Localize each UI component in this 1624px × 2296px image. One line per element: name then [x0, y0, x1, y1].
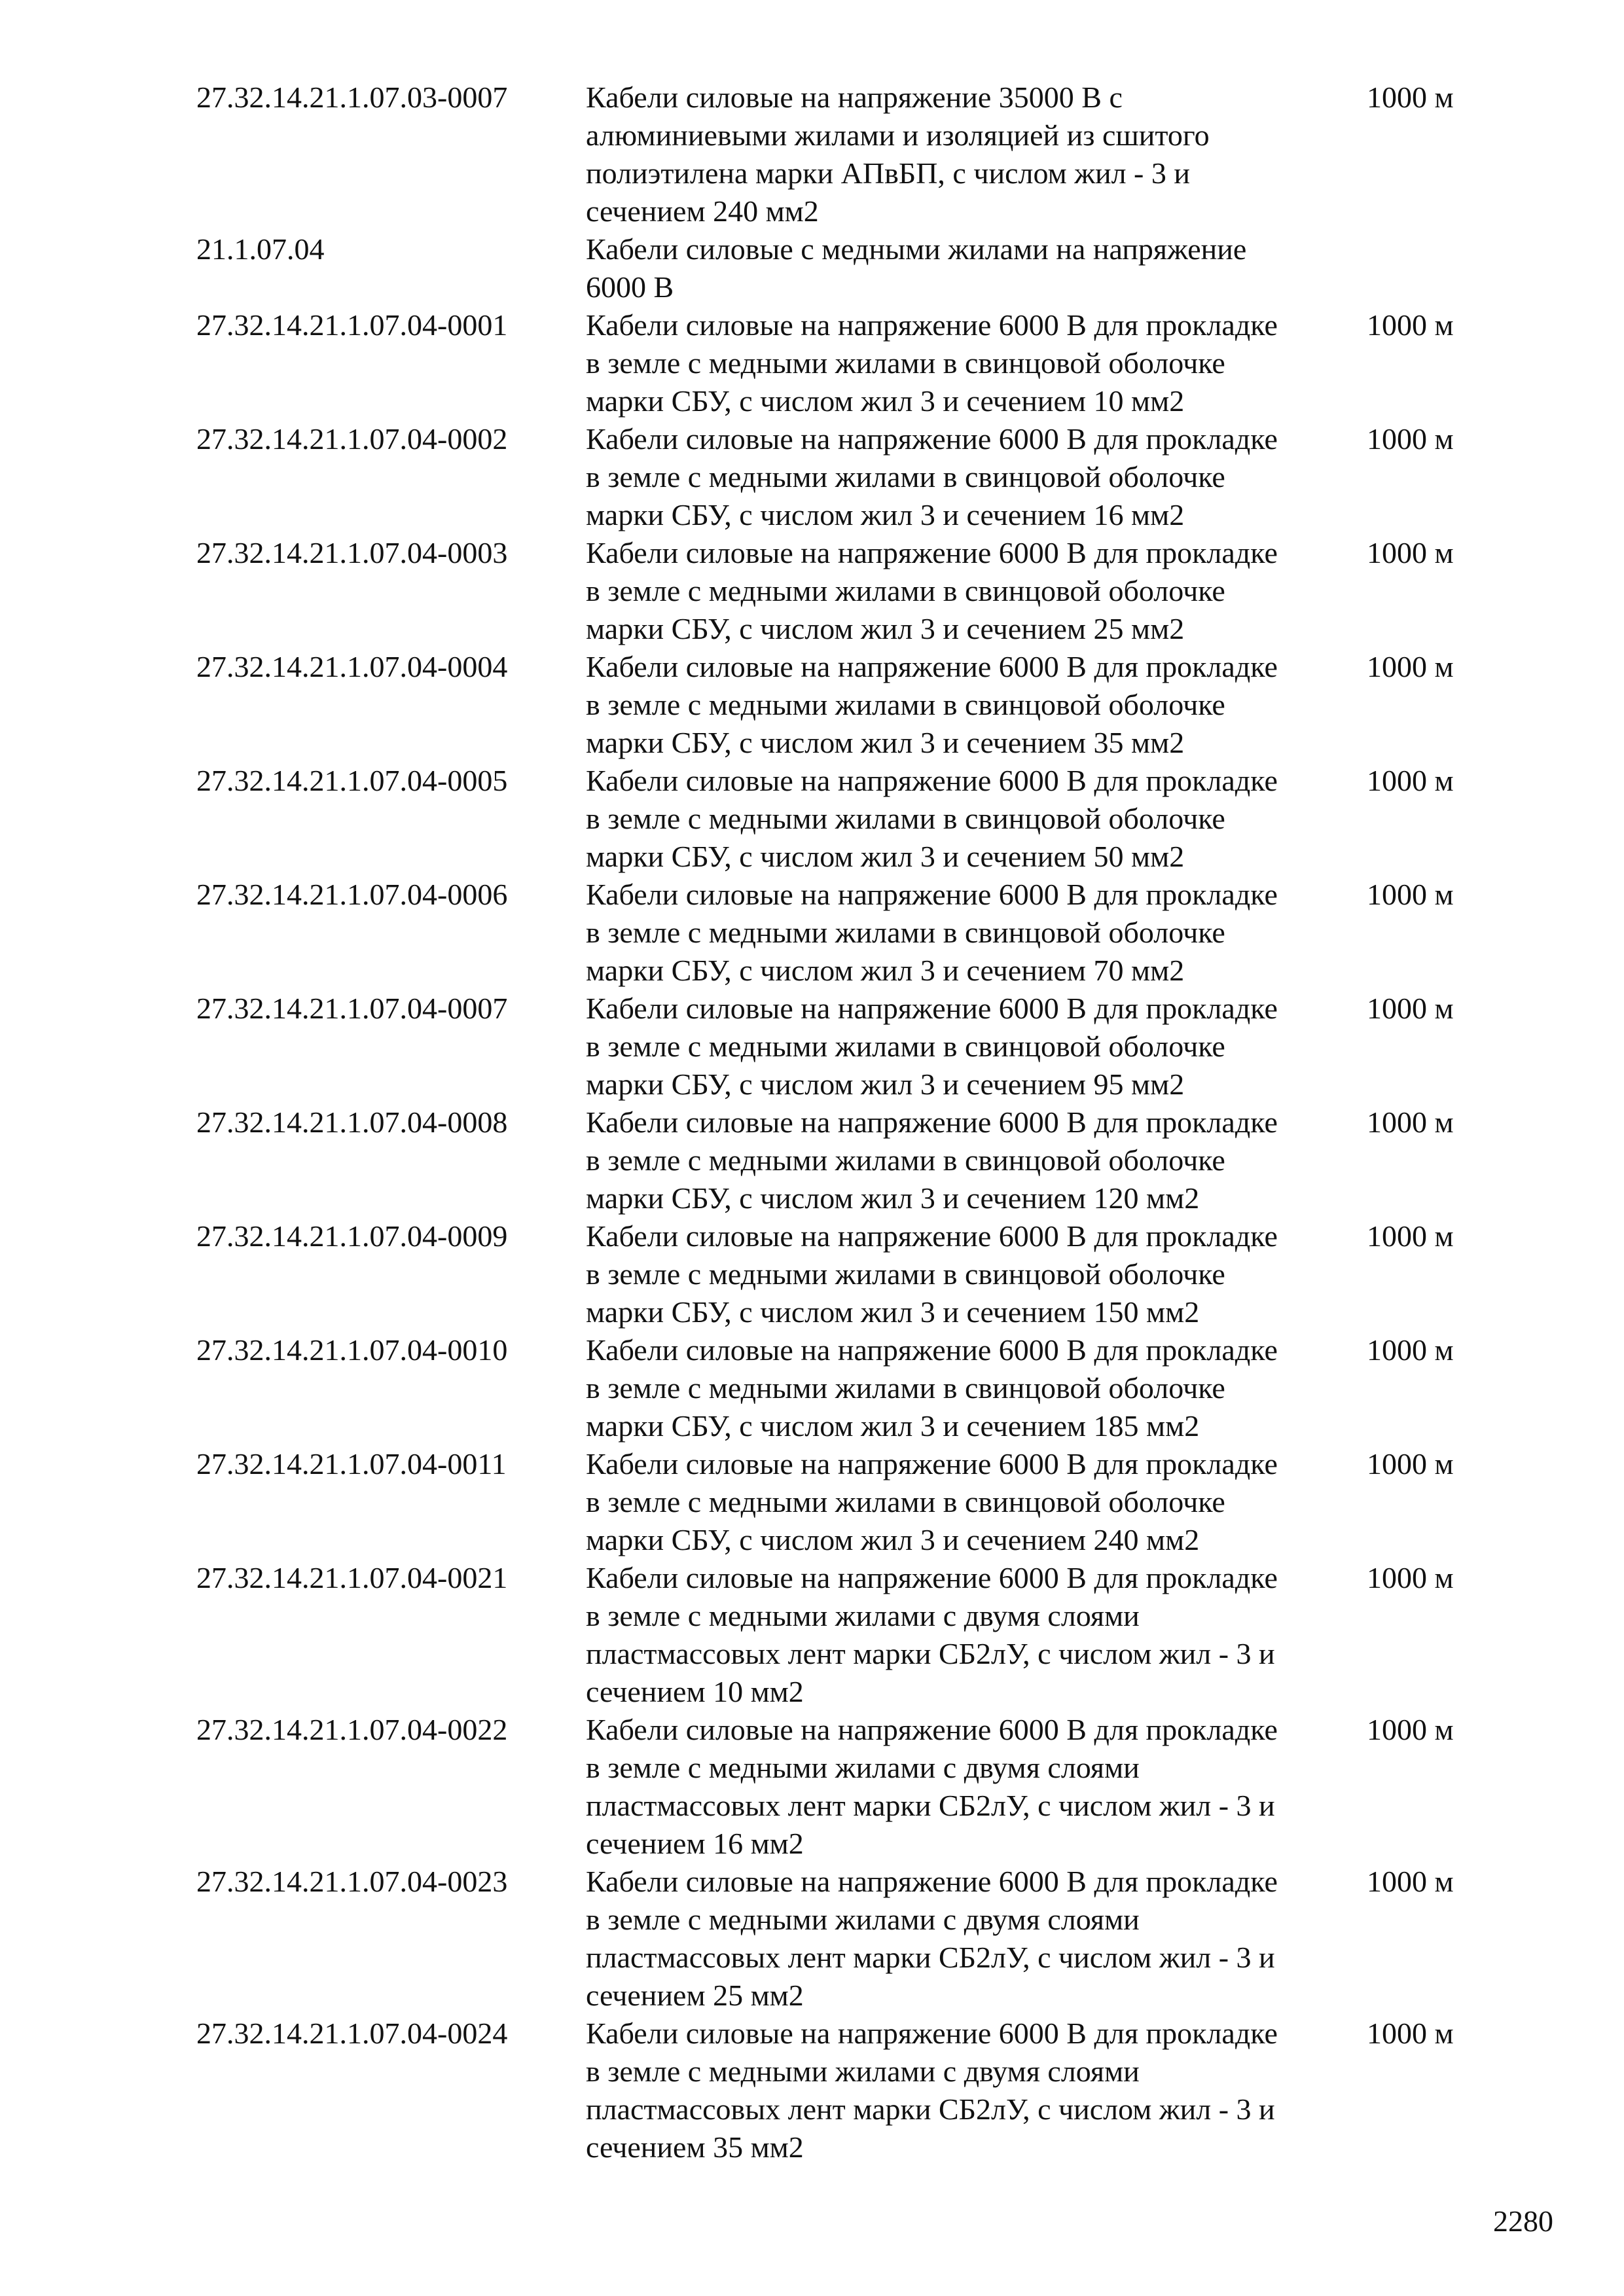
resource-name — [586, 230, 1555, 306]
resource-name-line: марки СБУ, с числом жил 3 и сечением 16 мм2 — [586, 498, 1185, 531]
table-row — [196, 648, 1492, 762]
unit-of-measure: 1000 м — [1367, 1447, 1454, 1480]
resource-name-line: Кабели силовые на напряжение 6000 В для прокладке — [586, 308, 1278, 342]
resource-code: 27.32.14.21.1.07.04-0007 — [196, 992, 508, 1025]
resource-name-line: пластмассовых лент марки СБ2лУ, с числом жил - 3 и — [586, 1941, 1275, 1974]
resource-code: 27.32.14.21.1.07.04-0011 — [196, 1447, 507, 1480]
resource-name-line: Кабели силовые на напряжение 6000 В для прокладке — [586, 1447, 1278, 1480]
unit-of-measure: 1000 м — [1367, 1561, 1454, 1594]
table-row — [196, 1331, 1492, 1445]
resource-name-line: марки СБУ, с числом жил 3 и сечением 25 мм2 — [586, 612, 1185, 645]
resource-name-line: Кабели силовые на напряжение 6000 В для прокладке — [586, 650, 1278, 683]
resource-name-line: 6000 В — [586, 270, 674, 304]
resource-name-line: в земле с медными жилами в свинцовой оболочке — [586, 1143, 1225, 1177]
resource-code: 27.32.14.21.1.07.04-0003 — [196, 536, 508, 569]
resource-name-line: Кабели силовые на напряжение 6000 В для прокладке — [586, 1713, 1278, 1746]
resource-name-line: в земле с медными жилами в свинцовой оболочке — [586, 346, 1225, 380]
resource-name-line: в земле с медными жилами с двумя слоями — [586, 1751, 1140, 1784]
unit-of-measure: 1000 м — [1367, 1865, 1454, 1898]
table-row — [196, 534, 1492, 648]
table-row — [196, 1103, 1492, 1217]
resource-name-line: в земле с медными жилами в свинцовой оболочке — [586, 1371, 1225, 1405]
resource-code: 27.32.14.21.1.07.04-0022 — [196, 1713, 508, 1746]
resource-name-line: сечением 35 мм2 — [586, 2130, 804, 2164]
resource-name-line: сечением 25 мм2 — [586, 1979, 804, 2012]
resource-code: 27.32.14.21.1.07.04-0021 — [196, 1561, 508, 1594]
resource-name-line: марки СБУ, с числом жил 3 и сечением 240 мм2 — [586, 1523, 1200, 1556]
resource-name-line: полиэтилена марки АПвБП, с числом жил - 3 и — [586, 156, 1190, 190]
resource-name-line: сечением 16 мм2 — [586, 1827, 804, 1860]
resource-code: 21.1.07.04 — [196, 232, 325, 266]
resource-name-line: пластмассовых лент марки СБ2лУ, с числом жил - 3 и — [586, 1637, 1275, 1670]
resource-name-line: пластмассовых лент марки СБ2лУ, с числом жил - 3 и — [586, 2092, 1275, 2126]
resource-name-line: алюминиевыми жилами и изоляцией из сшитого — [586, 118, 1210, 152]
resource-code: 27.32.14.21.1.07.04-0004 — [196, 650, 508, 683]
unit-of-measure: 1000 м — [1367, 1713, 1454, 1746]
unit-of-measure: 1000 м — [1367, 878, 1454, 911]
resource-name-line: в земле с медными жилами в свинцовой оболочке — [586, 688, 1225, 721]
resource-code: 27.32.14.21.1.07.04-0023 — [196, 1865, 508, 1898]
resource-code: 27.32.14.21.1.07.04-0002 — [196, 422, 508, 456]
resource-code: 27.32.14.21.1.07.04-0006 — [196, 878, 508, 911]
unit-of-measure: 1000 м — [1367, 1219, 1454, 1253]
resource-name-line: Кабели силовые на напряжение 6000 В для прокладке — [586, 764, 1278, 797]
resource-name-line: в земле с медными жилами с двумя слоями — [586, 1599, 1140, 1632]
resource-name-line: сечением 10 мм2 — [586, 1675, 804, 1708]
resource-name-line: Кабели силовые на напряжение 6000 В для прокладке — [586, 536, 1278, 569]
table-row — [196, 1863, 1492, 2015]
resource-name-line: Кабели силовые на напряжение 6000 В для прокладке — [586, 422, 1278, 456]
table-row — [196, 230, 1492, 306]
resource-name-line: марки СБУ, с числом жил 3 и сечением 50 мм2 — [586, 840, 1185, 873]
resource-list — [196, 79, 1492, 2166]
table-row — [196, 1217, 1492, 1331]
resource-name-line: в земле с медными жилами в свинцовой оболочке — [586, 460, 1225, 493]
resource-name-line: Кабели силовые на напряжение 6000 В для прокладке — [586, 878, 1278, 911]
resource-code: 27.32.14.21.1.07.04-0001 — [196, 308, 508, 342]
resource-name-line: пластмассовых лент марки СБ2лУ, с числом жил - 3 и — [586, 1789, 1275, 1822]
table-row — [196, 79, 1492, 230]
resource-name-line: марки СБУ, с числом жил 3 и сечением 95 мм2 — [586, 1067, 1185, 1101]
resource-name-line: Кабели силовые на напряжение 6000 В для прокладке — [586, 1865, 1278, 1898]
resource-code: 27.32.14.21.1.07.04-0005 — [196, 764, 508, 797]
table-row — [196, 762, 1492, 876]
resource-name-line: марки СБУ, с числом жил 3 и сечением 10 мм2 — [586, 384, 1185, 418]
resource-name-line: Кабели силовые на напряжение 6000 В для прокладке — [586, 2017, 1278, 2050]
unit-of-measure: 1000 м — [1367, 81, 1454, 114]
table-row — [196, 420, 1492, 534]
resource-name-line: в земле с медными жилами в свинцовой оболочке — [586, 916, 1225, 949]
table-row — [196, 990, 1492, 1103]
resource-code: 27.32.14.21.1.07.03-0007 — [196, 81, 508, 114]
resource-name-line: в земле с медными жилами в свинцовой оболочке — [586, 1257, 1225, 1291]
resource-name-line: в земле с медными жилами с двумя слоями — [586, 2054, 1140, 2088]
resource-name-line: марки СБУ, с числом жил 3 и сечением 70 мм2 — [586, 954, 1185, 987]
resource-name-line: в земле с медными жилами в свинцовой оболочке — [586, 1485, 1225, 1518]
resource-code: 27.32.14.21.1.07.04-0009 — [196, 1219, 508, 1253]
resource-name-line: Кабели силовые на напряжение 6000 В для прокладке — [586, 1105, 1278, 1139]
resource-name-line: Кабели силовые с медными жилами на напряжение — [586, 232, 1247, 266]
unit-of-measure: 1000 м — [1367, 1105, 1454, 1139]
table-row — [196, 1711, 1492, 1863]
unit-of-measure: 1000 м — [1367, 650, 1454, 683]
unit-of-measure: 1000 м — [1367, 536, 1454, 569]
unit-of-measure: 1000 м — [1367, 422, 1454, 456]
unit-of-measure: 1000 м — [1367, 2017, 1454, 2050]
resource-name-line: в земле с медными жилами в свинцовой оболочке — [586, 802, 1225, 835]
resource-name-line: Кабели силовые на напряжение 6000 В для прокладке — [586, 1219, 1278, 1253]
resource-name-line: марки СБУ, с числом жил 3 и сечением 120 мм2 — [586, 1181, 1200, 1215]
table-row — [196, 1445, 1492, 1559]
unit-of-measure: 1000 м — [1367, 1333, 1454, 1367]
resource-name-line: сечением 240 мм2 — [586, 194, 819, 228]
resource-name-line: Кабели силовые на напряжение 6000 В для прокладке — [586, 992, 1278, 1025]
resource-name-line: Кабели силовые на напряжение 35000 В с — [586, 81, 1123, 114]
resource-code: 27.32.14.21.1.07.04-0024 — [196, 2017, 508, 2050]
page-number: 2280 — [1493, 2204, 1553, 2238]
resource-name-line: Кабели силовые на напряжение 6000 В для прокладке — [586, 1561, 1278, 1594]
unit-of-measure: 1000 м — [1367, 764, 1454, 797]
unit-of-measure: 1000 м — [1367, 308, 1454, 342]
table-row — [196, 2015, 1492, 2166]
table-row — [196, 876, 1492, 990]
resource-name-line: Кабели силовые на напряжение 6000 В для прокладке — [586, 1333, 1278, 1367]
table-row — [196, 1559, 1492, 1711]
resource-name-line: в земле с медными жилами в свинцовой оболочке — [586, 1030, 1225, 1063]
resource-code: 27.32.14.21.1.07.04-0008 — [196, 1105, 508, 1139]
resource-name-line: марки СБУ, с числом жил 3 и сечением 150 мм2 — [586, 1295, 1200, 1329]
resource-name-line: марки СБУ, с числом жил 3 и сечением 35 мм2 — [586, 726, 1185, 759]
resource-code: 27.32.14.21.1.07.04-0010 — [196, 1333, 508, 1367]
unit-of-measure: 1000 м — [1367, 992, 1454, 1025]
table-row — [196, 306, 1492, 420]
resource-name-line: в земле с медными жилами в свинцовой оболочке — [586, 574, 1225, 607]
resource-name-line: марки СБУ, с числом жил 3 и сечением 185 мм2 — [586, 1409, 1200, 1443]
resource-name-line: в земле с медными жилами с двумя слоями — [586, 1903, 1140, 1936]
